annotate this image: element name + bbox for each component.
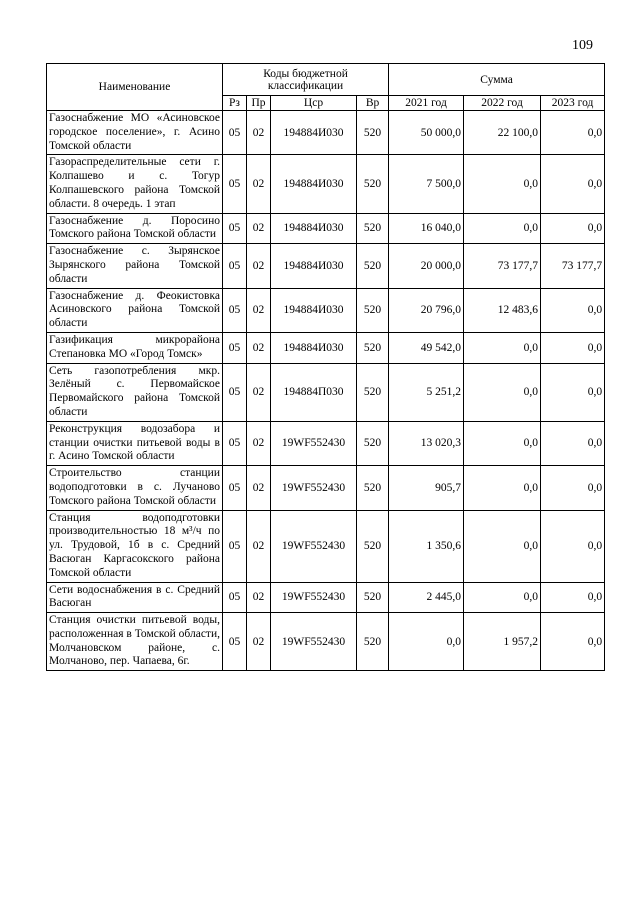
row-name: Газоснабжение д. Поросино Томского района Томской области [47,213,223,244]
row-2021: 20 000,0 [389,244,464,288]
row-2022: 0,0 [464,466,541,510]
row-name: Газоснабжение д. Феокистовка Асиновского района Томской области [47,288,223,332]
row-name: Реконструкция водозабора и станции очистки питьевой воды в г. Асино Томской области [47,421,223,465]
row-vr: 520 [357,155,389,213]
row-2023: 0,0 [541,155,605,213]
row-2021: 5 251,2 [389,363,464,421]
header-2022: 2022 год [464,96,541,111]
row-rz: 05 [223,466,247,510]
row-2022: 0,0 [464,213,541,244]
row-vr: 520 [357,466,389,510]
row-2021: 16 040,0 [389,213,464,244]
row-pr: 02 [247,111,271,155]
row-rz: 05 [223,244,247,288]
row-2022: 12 483,6 [464,288,541,332]
row-2022: 0,0 [464,155,541,213]
row-vr: 520 [357,213,389,244]
row-csr: 194884И030 [271,111,357,155]
row-name: Сеть газопотребления мкр. Зелёный с. Первомайское Первомайского района Томской области [47,363,223,421]
row-pr: 02 [247,510,271,582]
row-2023: 0,0 [541,510,605,582]
row-pr: 02 [247,421,271,465]
row-2023: 0,0 [541,111,605,155]
row-name: Газификация микрорайона Степановка МО «Город Томск» [47,332,223,363]
row-vr: 520 [357,332,389,363]
row-2022: 22 100,0 [464,111,541,155]
row-2022: 0,0 [464,510,541,582]
row-2022: 0,0 [464,363,541,421]
header-codes: Коды бюджетной классификации [223,64,389,96]
table-row [47,288,605,332]
row-csr: 194884И030 [271,332,357,363]
row-vr: 520 [357,421,389,465]
table-row [47,466,605,510]
table-row [47,155,605,213]
table-row [47,244,605,288]
row-2021: 49 542,0 [389,332,464,363]
row-vr: 520 [357,363,389,421]
row-2023: 0,0 [541,363,605,421]
row-vr: 520 [357,510,389,582]
row-name: Станция водоподготовки производительностью 18 м³/ч по ул. Трудовой, 1б в с. Средний Васюган Каргасокского района Томской области [47,510,223,582]
row-pr: 02 [247,613,271,671]
row-2021: 905,7 [389,466,464,510]
row-rz: 05 [223,332,247,363]
row-name: Станция очистки питьевой воды, расположенная в Томской области, Молчановском районе, с. Молчаново, пер. Чапаева, 6г. [47,613,223,671]
row-pr: 02 [247,466,271,510]
row-name: Сети водоснабжения в с. Средний Васюган [47,582,223,613]
header-2021: 2021 год [389,96,464,111]
row-2023: 0,0 [541,466,605,510]
table-row [47,613,605,671]
row-2021: 2 445,0 [389,582,464,613]
header-vr: Вр [357,96,389,111]
row-2021: 7 500,0 [389,155,464,213]
header-csr: Цср [271,96,357,111]
row-name: Строительство станции водоподготовки в с. Лучаново Томского района Томской области [47,466,223,510]
row-rz: 05 [223,363,247,421]
row-name: Газоснабжение с. Зырянское Зырянского района Томской области [47,244,223,288]
row-rz: 05 [223,288,247,332]
row-pr: 02 [247,155,271,213]
table-row [47,582,605,613]
row-rz: 05 [223,613,247,671]
table-row [47,363,605,421]
row-pr: 02 [247,332,271,363]
header-name: Наименование [47,64,223,111]
row-2023: 0,0 [541,332,605,363]
row-2021: 50 000,0 [389,111,464,155]
row-2021: 13 020,3 [389,421,464,465]
row-pr: 02 [247,213,271,244]
row-2022: 0,0 [464,582,541,613]
row-csr: 194884И030 [271,288,357,332]
row-csr: 19WF552430 [271,582,357,613]
row-rz: 05 [223,582,247,613]
budget-table [46,63,605,671]
row-vr: 520 [357,288,389,332]
row-csr: 19WF552430 [271,466,357,510]
row-2023: 0,0 [541,582,605,613]
row-csr: 194884П030 [271,363,357,421]
row-2021: 20 796,0 [389,288,464,332]
row-2023: 0,0 [541,213,605,244]
row-csr: 194884И030 [271,244,357,288]
row-2023: 73 177,7 [541,244,605,288]
row-rz: 05 [223,213,247,244]
header-pr: Пр [247,96,271,111]
row-vr: 520 [357,613,389,671]
row-csr: 19WF552430 [271,510,357,582]
row-2021: 1 350,6 [389,510,464,582]
row-csr: 19WF552430 [271,613,357,671]
row-csr: 194884И030 [271,155,357,213]
table-row [47,213,605,244]
row-rz: 05 [223,111,247,155]
row-2021: 0,0 [389,613,464,671]
row-pr: 02 [247,244,271,288]
header-rz: Рз [223,96,247,111]
row-pr: 02 [247,582,271,613]
header-2023: 2023 год [541,96,605,111]
row-2022: 1 957,2 [464,613,541,671]
row-vr: 520 [357,111,389,155]
row-vr: 520 [357,582,389,613]
row-name: Газоснабжение МО «Асиновское городское поселение», г. Асино Томской области [47,111,223,155]
row-csr: 194884И030 [271,213,357,244]
table-row [47,510,605,582]
row-pr: 02 [247,288,271,332]
row-2023: 0,0 [541,613,605,671]
row-2022: 0,0 [464,332,541,363]
row-name: Газораспределительные сети г. Колпашево и с. Тогур Колпашевского района Томской области. 8 очередь. 1 этап [47,155,223,213]
page-number: 109 [572,38,593,53]
table-row [47,111,605,155]
row-2022: 0,0 [464,421,541,465]
row-2023: 0,0 [541,421,605,465]
row-vr: 520 [357,244,389,288]
row-rz: 05 [223,510,247,582]
row-2022: 73 177,7 [464,244,541,288]
header-sum: Сумма [389,64,605,96]
table-row [47,421,605,465]
row-rz: 05 [223,155,247,213]
row-rz: 05 [223,421,247,465]
table-row [47,332,605,363]
row-pr: 02 [247,363,271,421]
row-2023: 0,0 [541,288,605,332]
row-csr: 19WF552430 [271,421,357,465]
